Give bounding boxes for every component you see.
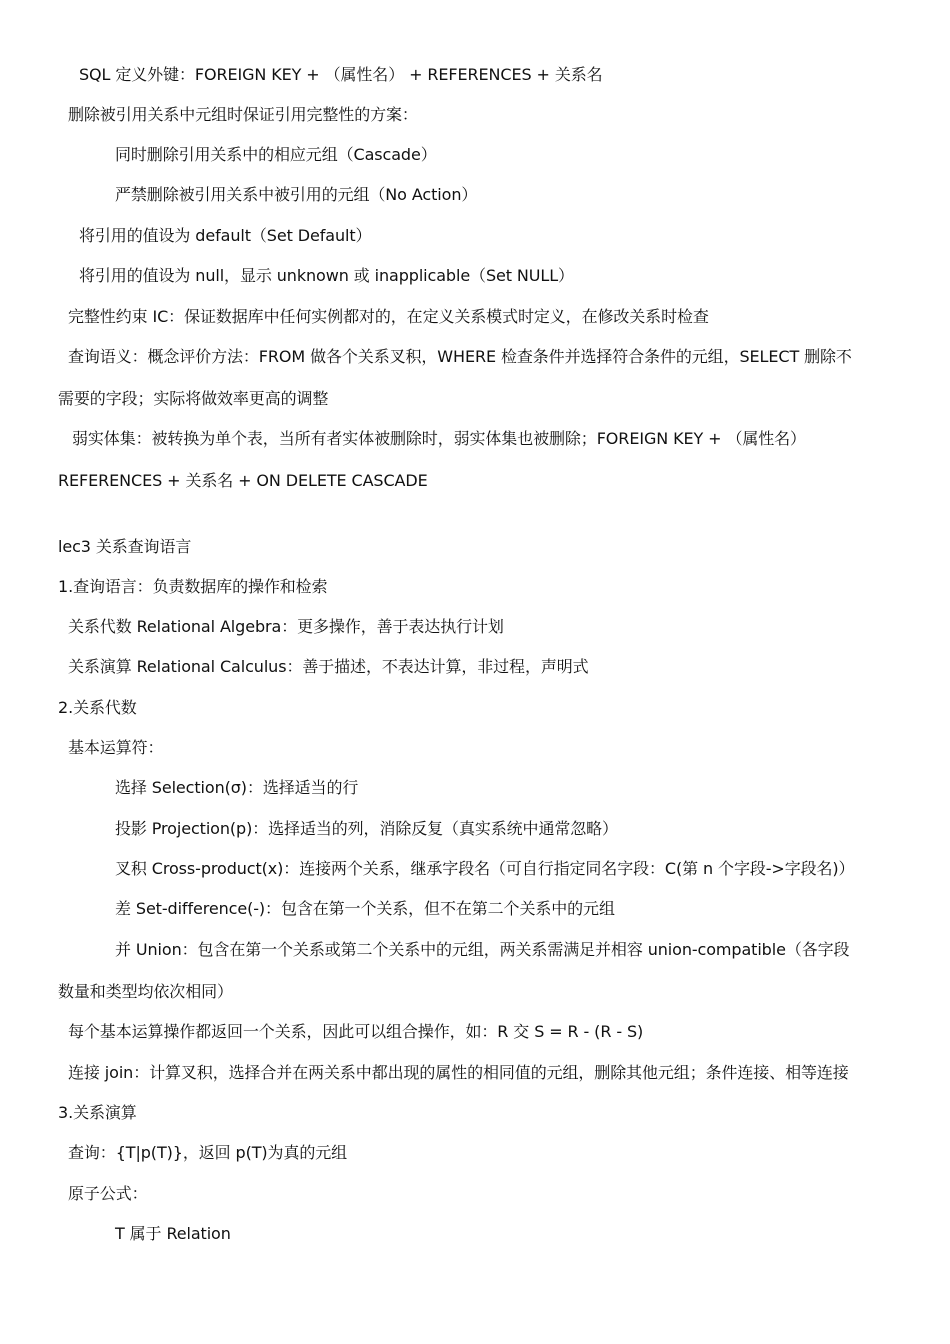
text-line: REFERENCES + 关系名 + ON DELETE CASCADE bbox=[58, 471, 428, 490]
text-line: 将引用的值设为 default（Set Default） bbox=[79, 226, 372, 245]
text-line: 3.关系演算 bbox=[58, 1103, 137, 1122]
text-line: 需要的字段；实际将做效率更高的调整 bbox=[58, 389, 329, 408]
text-line: 完整性约束 IC：保证数据库中任何实例都对的，在定义关系模式时定义，在修改关系时检查 bbox=[68, 307, 709, 326]
text-line: T 属于 Relation bbox=[115, 1224, 231, 1243]
text-line: 差 Set-difference(-)：包含在第一个关系，但不在第二个关系中的元组 bbox=[115, 899, 615, 918]
text-line: 连接 join：计算叉积，选择合并在两关系中都出现的属性的相同值的元组，删除其他元组；条件连接、相等连接 bbox=[68, 1063, 849, 1082]
text-line: 选择 Selection(σ)：选择适当的行 bbox=[115, 778, 359, 797]
text-line: 同时删除引用关系中的相应元组（Cascade） bbox=[115, 145, 437, 164]
section-heading: lec3 关系查询语言 bbox=[58, 537, 192, 556]
text-line: 2.关系代数 bbox=[58, 698, 137, 717]
text-line: 并 Union：包含在第一个关系或第二个关系中的元组，两关系需满足并相容 union-compatible（各字段 bbox=[115, 940, 850, 959]
text-line: 数量和类型均依次相同） bbox=[58, 982, 233, 1001]
text-line: 查询语义：概念评价方法：FROM 做各个关系叉积，WHERE 检查条件并选择符合条件的元组，SELECT 删除不 bbox=[68, 347, 852, 366]
text-line: 原子公式： bbox=[68, 1184, 148, 1203]
text-line: 严禁删除被引用关系中被引用的元组（No Action） bbox=[115, 185, 478, 204]
text-line: 基本运算符： bbox=[68, 738, 164, 757]
text-line: 弱实体集：被转换为单个表，当所有者实体被删除时，弱实体集也被删除；FOREIGN KEY + （属性名） bbox=[72, 429, 806, 448]
text-line: 查询：{T|p(T)}，返回 p(T)为真的元组 bbox=[68, 1143, 348, 1162]
text-line: 每个基本运算操作都返回一个关系，因此可以组合操作，如：R 交 S = R - (R - S) bbox=[68, 1022, 644, 1041]
text-line: 将引用的值设为 null，显示 unknown 或 inapplicable（Set NULL） bbox=[79, 266, 574, 285]
text-line: 关系代数 Relational Algebra：更多操作，善于表达执行计划 bbox=[68, 617, 504, 636]
text-line: 1.查询语言：负责数据库的操作和检索 bbox=[58, 577, 328, 596]
text-line: 删除被引用关系中元组时保证引用完整性的方案： bbox=[68, 105, 418, 124]
text-line: 关系演算 Relational Calculus：善于描述，不表达计算，非过程，声明式 bbox=[68, 657, 589, 676]
text-line: SQL 定义外键：FOREIGN KEY + （属性名） + REFERENCES + 关系名 bbox=[79, 65, 603, 84]
text-line: 投影 Projection(p)：选择适当的列，消除反复（真实系统中通常忽略） bbox=[115, 819, 618, 838]
text-line: 叉积 Cross-product(x)：连接两个关系，继承字段名（可自行指定同名字段：C(第 n 个字段->字段名)） bbox=[115, 859, 855, 878]
